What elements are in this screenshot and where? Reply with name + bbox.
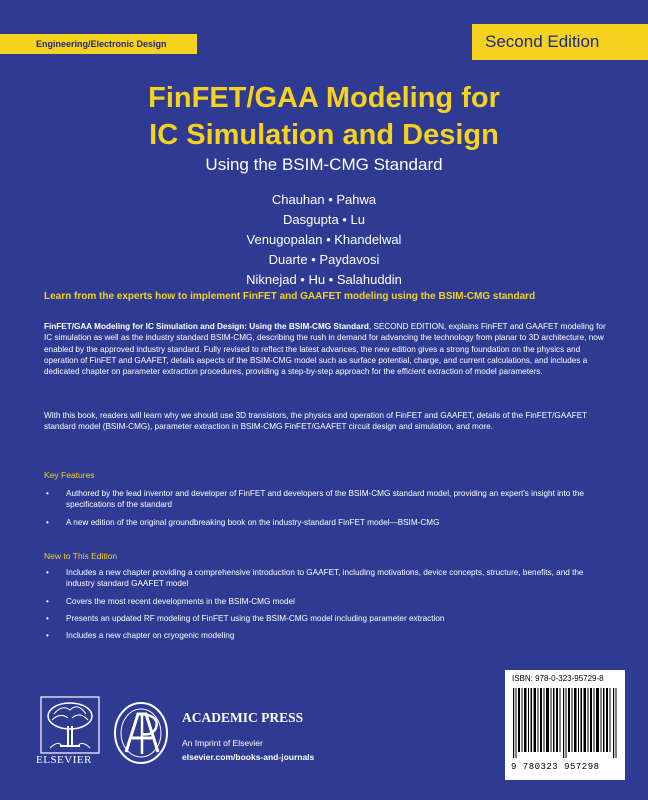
list-item-text: Authored by the lead inventor and developer of FinFET and developers of the BSIM-CMG standard model, providing an expert's insight into the specifications of the standard [66,489,584,510]
barcode-digits: 9 780323 957298 [511,762,600,772]
author-list [0,190,648,290]
bullet-icon: • [46,613,49,623]
isbn-label: ISBN: 978-0-323-95729-8 [512,674,604,683]
description-paragraph-2: With this book, readers will learn why we should use 3D transistors, the physics and operation of FinFET and GAAFET, details of the FinFET/GAAFET standard model (BSIM-CMG), parameter extraction in BSIM-CMG FinFET/GAAFET circuit design and simulation, and more. [44,411,588,432]
author-line: Venugopalan • Khandelwal [246,232,402,247]
edition-label: Second Edition [472,24,648,60]
bullet-icon: • [46,489,49,498]
imprint-line: An Imprint of Elsevier [182,738,263,748]
list-item [44,613,604,624]
list-item-text: A new edition of the original groundbreaking book on the industry-standard FinFET model—BSIM-CMG [66,517,440,527]
list-item-text: Includes a new chapter providing a comprehensive introduction to GAAFET, including motivations, device concepts, structure, benefits, and the industry standard GAAFET model [66,568,584,589]
author-line: Duarte • Paydavosi [268,252,380,267]
new-edition-list [44,567,604,647]
academic-press-logo-icon [110,700,172,766]
book-title-line-1: FinFET/GAA Modeling for [148,82,500,114]
key-features-list [44,488,604,534]
list-item-text: Includes a new chapter on cryogenic modeling [66,631,235,641]
author-line: Chauhan • Pahwa [271,192,377,207]
tagline: Learn from the experts how to implement FinFET and GAAFET modeling using the BSIM-CMG standard [44,291,536,302]
description-body: , SECOND EDITION, explains FinFET and GAAFET modeling for IC simulation as well as the industry standard BSIM-CMG, describing the rush in demand for advancing the technology from planar to 3D architecture, now enabled by the approved industry standard. Fully revised to reflect the latest advances, the new edition gives a strong foundation on the physics and operation of FinFET and GAAFET, details aspects of the BSIM-CMG model such as surface potential, charge, and current calculations, and includes a dedicated chapter on parameter extraction procedures, providing a step-by-step approach for the efficient extraction of model parameters. [44,322,606,377]
elsevier-tree-logo-icon [40,696,100,754]
book-title-line-2: IC Simulation and Design [149,119,499,151]
book-subtitle: Using the BSIM-CMG Standard [205,155,443,174]
list-item-text: Covers the most recent developments in the BSIM-CMG model [66,596,295,606]
barcode-box [505,670,625,780]
list-item [44,488,604,511]
list-item [44,567,604,590]
publisher-name: ACADEMIC PRESS [182,710,304,725]
list-item [44,630,604,641]
publisher-website-link[interactable]: elsevier.com/books-and-journals [182,752,315,762]
key-features-heading: Key Features [44,470,95,480]
author-line: Dasgupta • Lu [283,212,365,227]
list-item-text: Presents an updated RF modeling of FinFET using the BSIM-CMG model including parameter extraction [66,613,445,623]
category-label: Engineering/Electronic Design [0,34,197,54]
elsevier-wordmark: ELSEVIER [36,754,92,766]
new-edition-heading: New to This Edition [44,551,118,561]
barcode-icon [511,688,619,758]
list-item [44,517,604,528]
bullet-icon: • [46,517,49,527]
author-line: Niknejad • Hu • Salahuddin [246,272,402,287]
description-bold-lead: FinFET/GAA Modeling for IC Simulation and Design: Using the BSIM-CMG Standard [44,322,369,331]
list-item [44,596,604,607]
bullet-icon: • [46,596,49,606]
bullet-icon: • [46,631,49,641]
bullet-icon: • [46,568,49,577]
description-paragraph [44,321,612,377]
